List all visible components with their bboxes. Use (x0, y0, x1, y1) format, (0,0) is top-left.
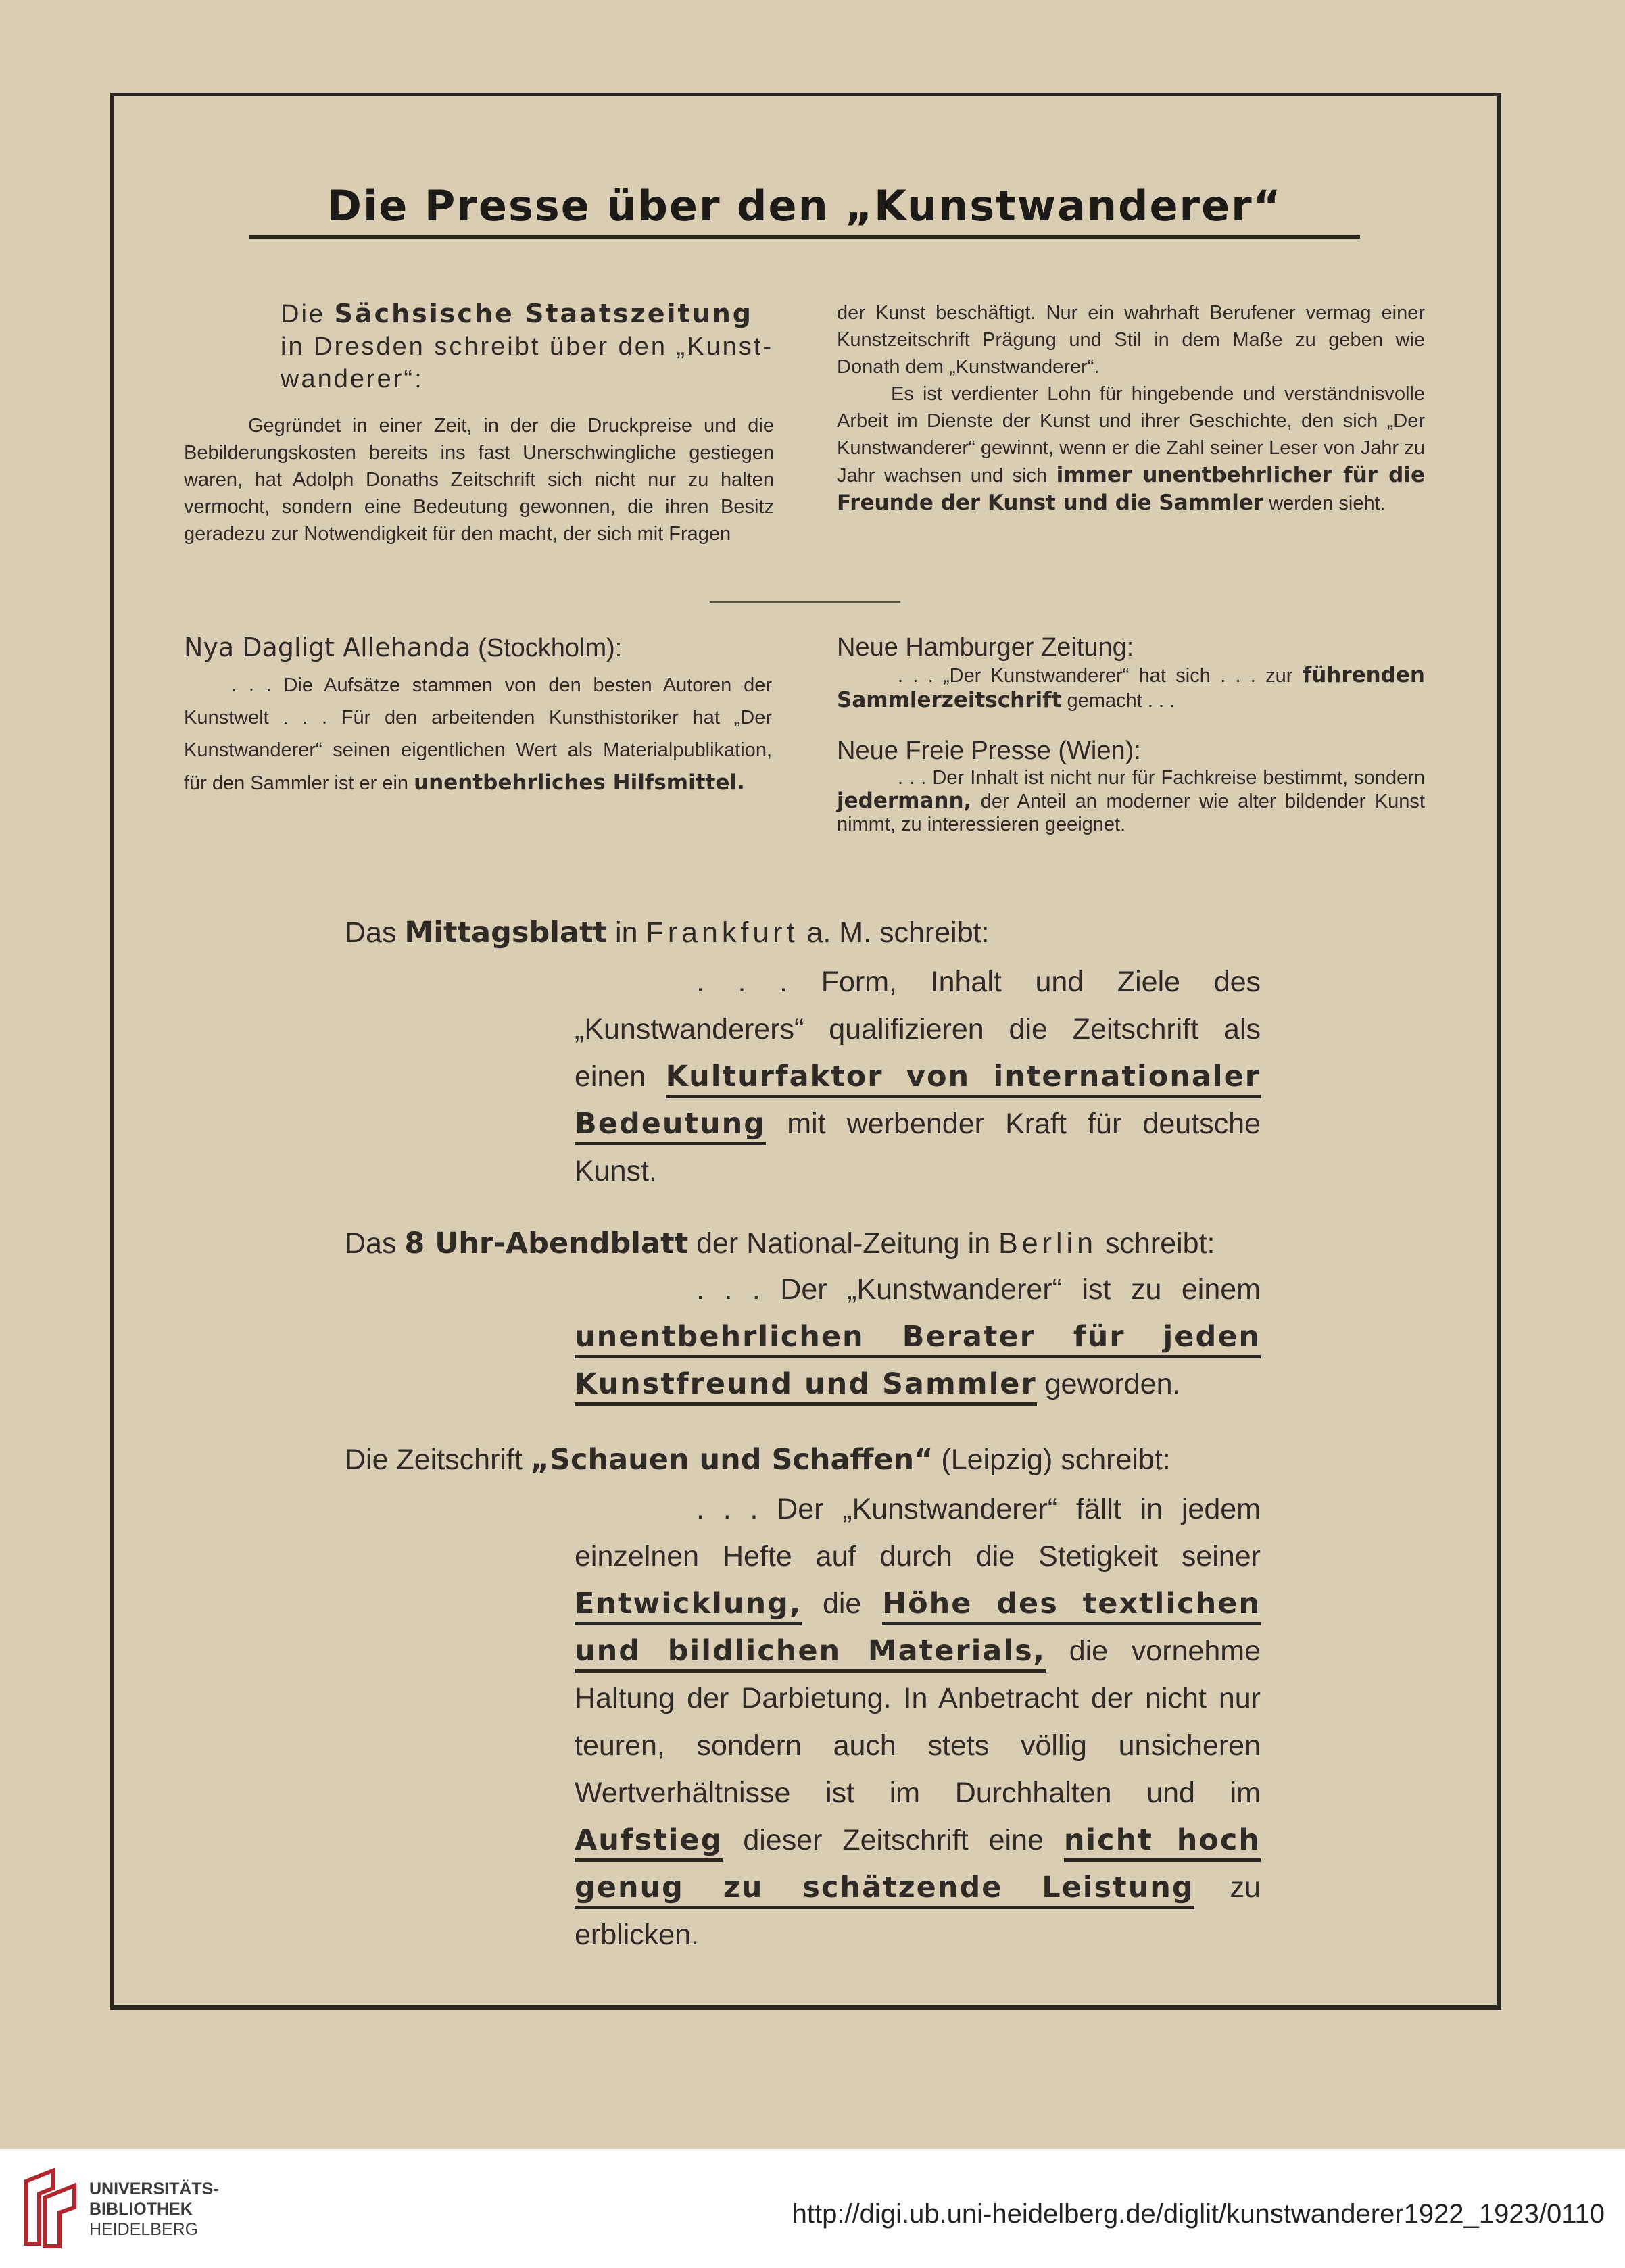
freie-presse-heading (837, 735, 1425, 766)
abendblatt-quote (575, 1266, 1261, 1408)
freie-presse-block (837, 735, 1425, 836)
schauen-intro (345, 1436, 1264, 1483)
schauen-quote-bold-1: Entwicklung, (575, 1587, 802, 1625)
abendblatt-quote-bold: unentbehrlichen Berater für jeden Kunstfreund und Sammler (575, 1320, 1261, 1406)
nya-block (184, 632, 772, 799)
freie-presse-body-post: der Anteil an moderner wie alter bildender Kunst nimmt, zu interessieren geeignet. (837, 791, 1425, 835)
hamburger-body-bold: führenden Sammlerzeitschrift (837, 663, 1425, 712)
library-name-line1: UNIVERSITÄTS- (89, 2179, 219, 2198)
freie-presse-body-bold: jedermann, (837, 789, 972, 813)
schauen-quote-5: zu erblicken. (575, 1871, 1261, 1951)
mittagsblatt-intro (345, 909, 1264, 956)
saechsische-para2-post: werden sieht. (1263, 493, 1386, 514)
library-footer (0, 2149, 1625, 2268)
mittagsblatt-quote (575, 958, 1261, 1195)
schauen-quote-bold-4: nicht hoch genug zu schätzende Leistung (575, 1823, 1261, 1909)
saechsische-body-right (837, 299, 1425, 517)
abendblatt-name: 8 Uhr-Abendblatt (404, 1227, 689, 1260)
saechsische-intro-pre: Die (281, 300, 335, 328)
mittagsblatt-city: Frankfurt (646, 916, 799, 949)
mittagsblatt-quote-post: mit werbender Kraft für deutsche Kunst. (575, 1108, 1261, 1187)
mittagsblatt-intro-mid: in (607, 916, 646, 949)
library-name-line3: HEIDELBERG (89, 2220, 199, 2239)
hamburger-block (837, 632, 1425, 713)
abendblatt-quote-post: geworden. (1036, 1368, 1181, 1400)
abendblatt-intro-pre: Das (345, 1227, 405, 1260)
schauen-intro-pre: Die Zeitschrift (345, 1444, 531, 1476)
freie-presse-body (837, 766, 1425, 836)
freie-presse-city: (Wien): (1050, 737, 1141, 765)
abendblatt-intro (345, 1220, 1264, 1267)
saechsische-newspaper-name: Sächsische Staatszeitung (334, 299, 753, 328)
mittagsblatt-quote-pre: . . . Form, Inhalt und Ziele des „Kunstwanderers“ qualifizieren die Zeitschrift als einen (575, 966, 1261, 1093)
saechsische-body-left: Gegründet in einer Zeit, in der die Druckpreise und die Bebilderungskosten bereits ins fast Unerschwingliche gestiegen waren, hat Adolph Donaths Zeitschrift sich nicht nur zu halten vermocht, sondern eine Bedeutung gewonnen, die ihren Besitz geradezu zur Notwendigkeit für den macht, der sich mit Fragen (184, 415, 774, 545)
saechsische-intro (281, 297, 774, 395)
freie-presse-body-pre: . . . Der Inhalt ist nicht nur für Fachkreise bestimmt, sondern (898, 767, 1425, 789)
schauen-quote-2: die (802, 1587, 883, 1620)
mittagsblatt-intro-pre: Das (345, 916, 405, 949)
hamburger-heading: Neue Hamburger Zeitung: (837, 633, 1134, 662)
abendblatt-quote-pre: . . . Der „Kunstwanderer“ ist zu einem (696, 1273, 1261, 1306)
saechsische-para2-pre: Es ist verdienter Lohn für hingebende und verständnisvolle Arbeit im Dienste der Kunst und ihrer Geschichte, den sich „Der Kunstwanderer“ gewinnt, wenn er die Zahl seiner Leser von Jahr zu Jahr wachsen und sich (837, 383, 1425, 487)
section-divider (710, 601, 900, 603)
abendblatt-city: Berlin (998, 1227, 1098, 1260)
schauen-quote-bold-3: Aufstieg (575, 1823, 723, 1862)
saechsische-intro-post: in Dresden schreibt über den „Kunst-wanderer“: (281, 332, 773, 393)
mittagsblatt-intro-post: a. M. schreibt: (798, 916, 990, 949)
source-url-link[interactable]: http://digi.ub.uni-heidelberg.de/diglit/kunstwanderer1922_1923/0110 (792, 2199, 1605, 2229)
schauen-quote-1: . . . Der „Kunstwanderer“ fällt in jedem einzelnen Hefte auf durch die Stetigkeit seiner (575, 1493, 1261, 1573)
page-title: Die Presse über den „Kunstwanderer“ (326, 181, 1282, 230)
saechsische-body-right-para1: der Kunst beschäftigt. Nur ein wahrhaft Berufener vermag einer Kunstzeitschrift Prägung und Stil in dem Maße zu geben wie Donath dem „Kunstwanderer“. (837, 302, 1425, 378)
library-name-line2: BIBLIOTHEK (89, 2200, 193, 2219)
nya-body-pre: . . . Die Aufsätze stammen von den besten Autoren der Kunstwelt . . . Für den arbeitenden Kunsthistoriker hat „Der Kunstwanderer“ seinen eigentlichen Wert als Materialpublikation, für den Sammler ist er ein (184, 674, 772, 794)
schauen-name: „Schauen und Schaffen“ (530, 1443, 933, 1477)
abendblatt-intro-mid: der National-Zeitung in (688, 1227, 999, 1260)
schauen-intro-post: (Leipzig) schreibt: (933, 1444, 1171, 1476)
nya-newspaper-name: Nya Dagligt Allehanda (184, 633, 471, 662)
schauen-quote-4: dieser Zeitschrift eine (723, 1824, 1064, 1856)
library-name (89, 2179, 219, 2240)
freie-presse-name: Neue Freie Presse (837, 737, 1051, 765)
schauen-quote-3: die vornehme Haltung der Darbietung. In Anbetracht der nicht nur teuren, sondern auch stets völlig unsicheren Wertverhältnisse ist im Durchhalten und im (575, 1635, 1261, 1809)
hamburger-body (837, 663, 1425, 713)
nya-body-bold: unentbehrliches Hilfsmittel. (414, 770, 745, 795)
mittagsblatt-name: Mittagsblatt (404, 916, 608, 950)
library-logo-icon (19, 2168, 80, 2249)
abendblatt-intro-post: schreibt: (1097, 1227, 1215, 1260)
schauen-quote-bold-2: Höhe des textlichen und bildlichen Materials, (575, 1587, 1261, 1673)
hamburger-body-pre: . . . „Der Kunstwanderer“ hat sich . . . zur (898, 665, 1303, 687)
nya-body (184, 669, 772, 799)
title-underline (249, 235, 1360, 239)
nya-heading (184, 632, 772, 664)
schauen-quote (575, 1485, 1261, 1958)
saechsische-para2-bold: immer unentbehrlicher für die Freunde der Kunst und die Sammler (837, 463, 1425, 515)
nya-city: (Stockholm): (470, 634, 623, 662)
hamburger-body-post: gemacht . . . (1061, 690, 1175, 712)
mittagsblatt-quote-bold: Kulturfaktor von internationaler Bedeutung (575, 1060, 1261, 1145)
saechsische-body-right-para2 (837, 380, 1425, 517)
